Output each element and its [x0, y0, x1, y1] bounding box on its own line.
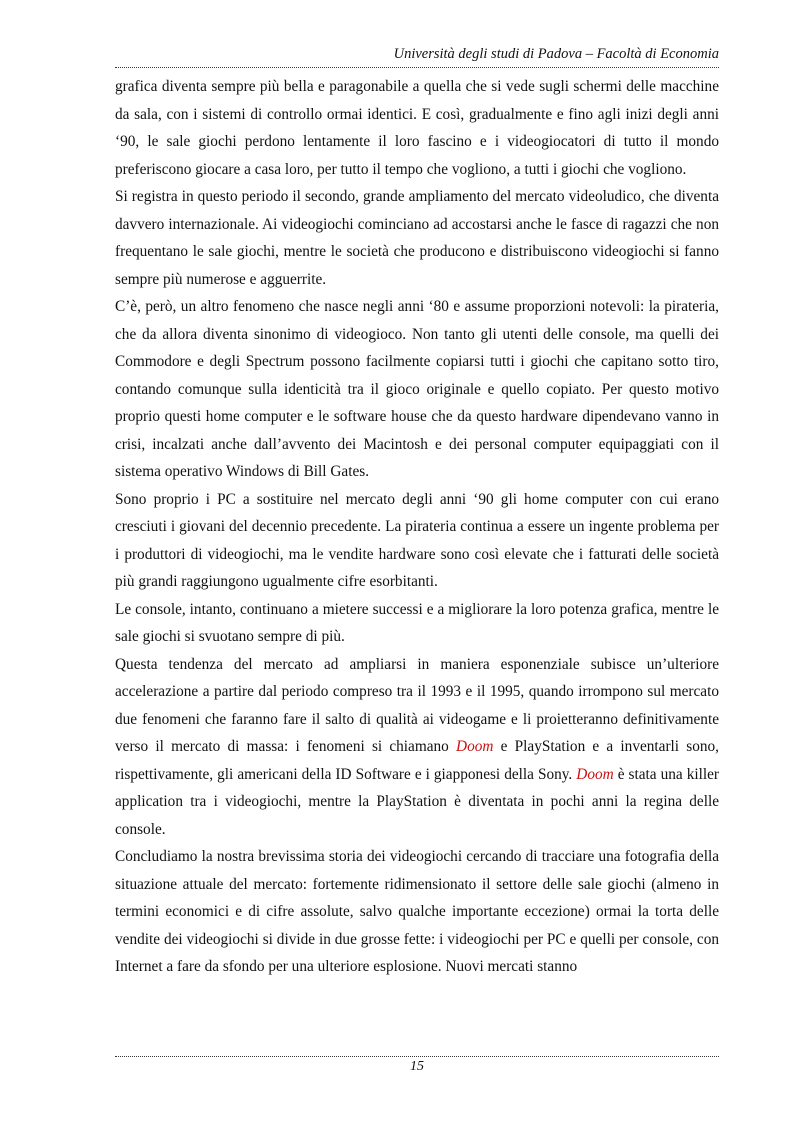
paragraph-text: e PlayStation e a inventarli sono, rispettivamente, gli americani della ID Software e i giapponesi della Sony.	[115, 738, 719, 783]
paragraph	[115, 651, 719, 844]
header-divider	[115, 67, 719, 68]
paragraph: Le console, intanto, continuano a mietere successi e a migliorare la loro potenza grafica, mentre le sale giochi si svuotano sempre di più.	[115, 600, 719, 645]
paragraph: C’è, però, un altro fenomeno che nasce negli anni ‘80 e assume proporzioni notevoli: la pirateria, che da allora diventa sinonimo di videogioco. Non tanto gli utenti delle console, ma quelli dei Commodore e degli Spectrum possono facilmente copiarsi tutti i giochi che capitano sotto tiro, contando comunque sulla identicità tra il gioco originale e quello copiato. Per questo motivo proprio questi home computer e le software house che da questo hardware dipendevano vanno in crisi, incalzati anche dall’avvento dei Macintosh e dei personal computer equipaggiati con il sistema operativo Windows di Bill Gates.	[115, 298, 719, 480]
paragraph: grafica diventa sempre più bella e paragonabile a quella che si vede sugli schermi delle macchine da sala, con i sistemi di controllo ormai identici. E così, gradualmente e fino agli inizi degli anni ‘90, le sale giochi perdono lentamente il loro fascino e i videogiocatori di tutto il mondo preferiscono giocare a casa loro, per tutto il tempo che vogliono, a tutti i giochi che vogliono.	[115, 78, 719, 178]
paragraph: Sono proprio i PC a sostituire nel mercato degli anni ‘90 gli home computer con cui erano cresciuti i giovani del decennio precedente. La pirateria continua a essere un ingente problema per i produttori di videogiochi, ma le vendite hardware sono così elevate che i fatturati delle società più grandi raggiungono ugualmente cifre esorbitanti.	[115, 490, 719, 590]
paragraph: Si registra in questo periodo il secondo, grande ampliamento del mercato videoludico, che diventa davvero internazionale. Ai videogiochi cominciano ad accostarsi anche le fasce di ragazzi che non frequentano le sale giochi, mentre le società che producono e distribuiscono videogiochi si fanno sempre più numerose e agguerrite.	[115, 188, 719, 288]
page-number: 15	[410, 1059, 424, 1074]
running-header: Università degli studi di Padova – Facoltà di Economia	[393, 46, 719, 62]
paragraph-text: è stata una killer application tra i videogiochi, mentre la PlayStation è diventata in pochi anni la regina delle console.	[115, 765, 719, 838]
doom-title-emphasis: Doom	[576, 765, 614, 783]
paragraph: Concludiamo la nostra brevissima storia dei videogiochi cercando di tracciare una fotografia della situazione attuale del mercato: fortemente ridimensionato il settore delle sale giochi (almeno in termini economici e di cifre assolute, salvo qualche importante eccezione) ormai la torta delle vendite dei videogiochi si divide in due grosse fette: i videogiochi per PC e quelli per console, con Internet a fare da sfondo per una ulteriore esplosione. Nuovi mercati stanno	[115, 848, 719, 975]
paragraph-text: Questa tendenza del mercato ad ampliarsi in maniera esponenziale subisce un’ulteriore accelerazione a partire dal periodo compreso tra il 1993 e il 1995, quando irrompono sul mercato due fenomeni che faranno fare il salto di qualità ai videogame e li proietteranno definitivamente verso il mercato di massa: i fenomeni si chiamano	[115, 655, 719, 755]
footer-divider	[115, 1056, 719, 1057]
doom-title-emphasis: Doom	[456, 738, 494, 755]
document-body	[115, 73, 719, 981]
